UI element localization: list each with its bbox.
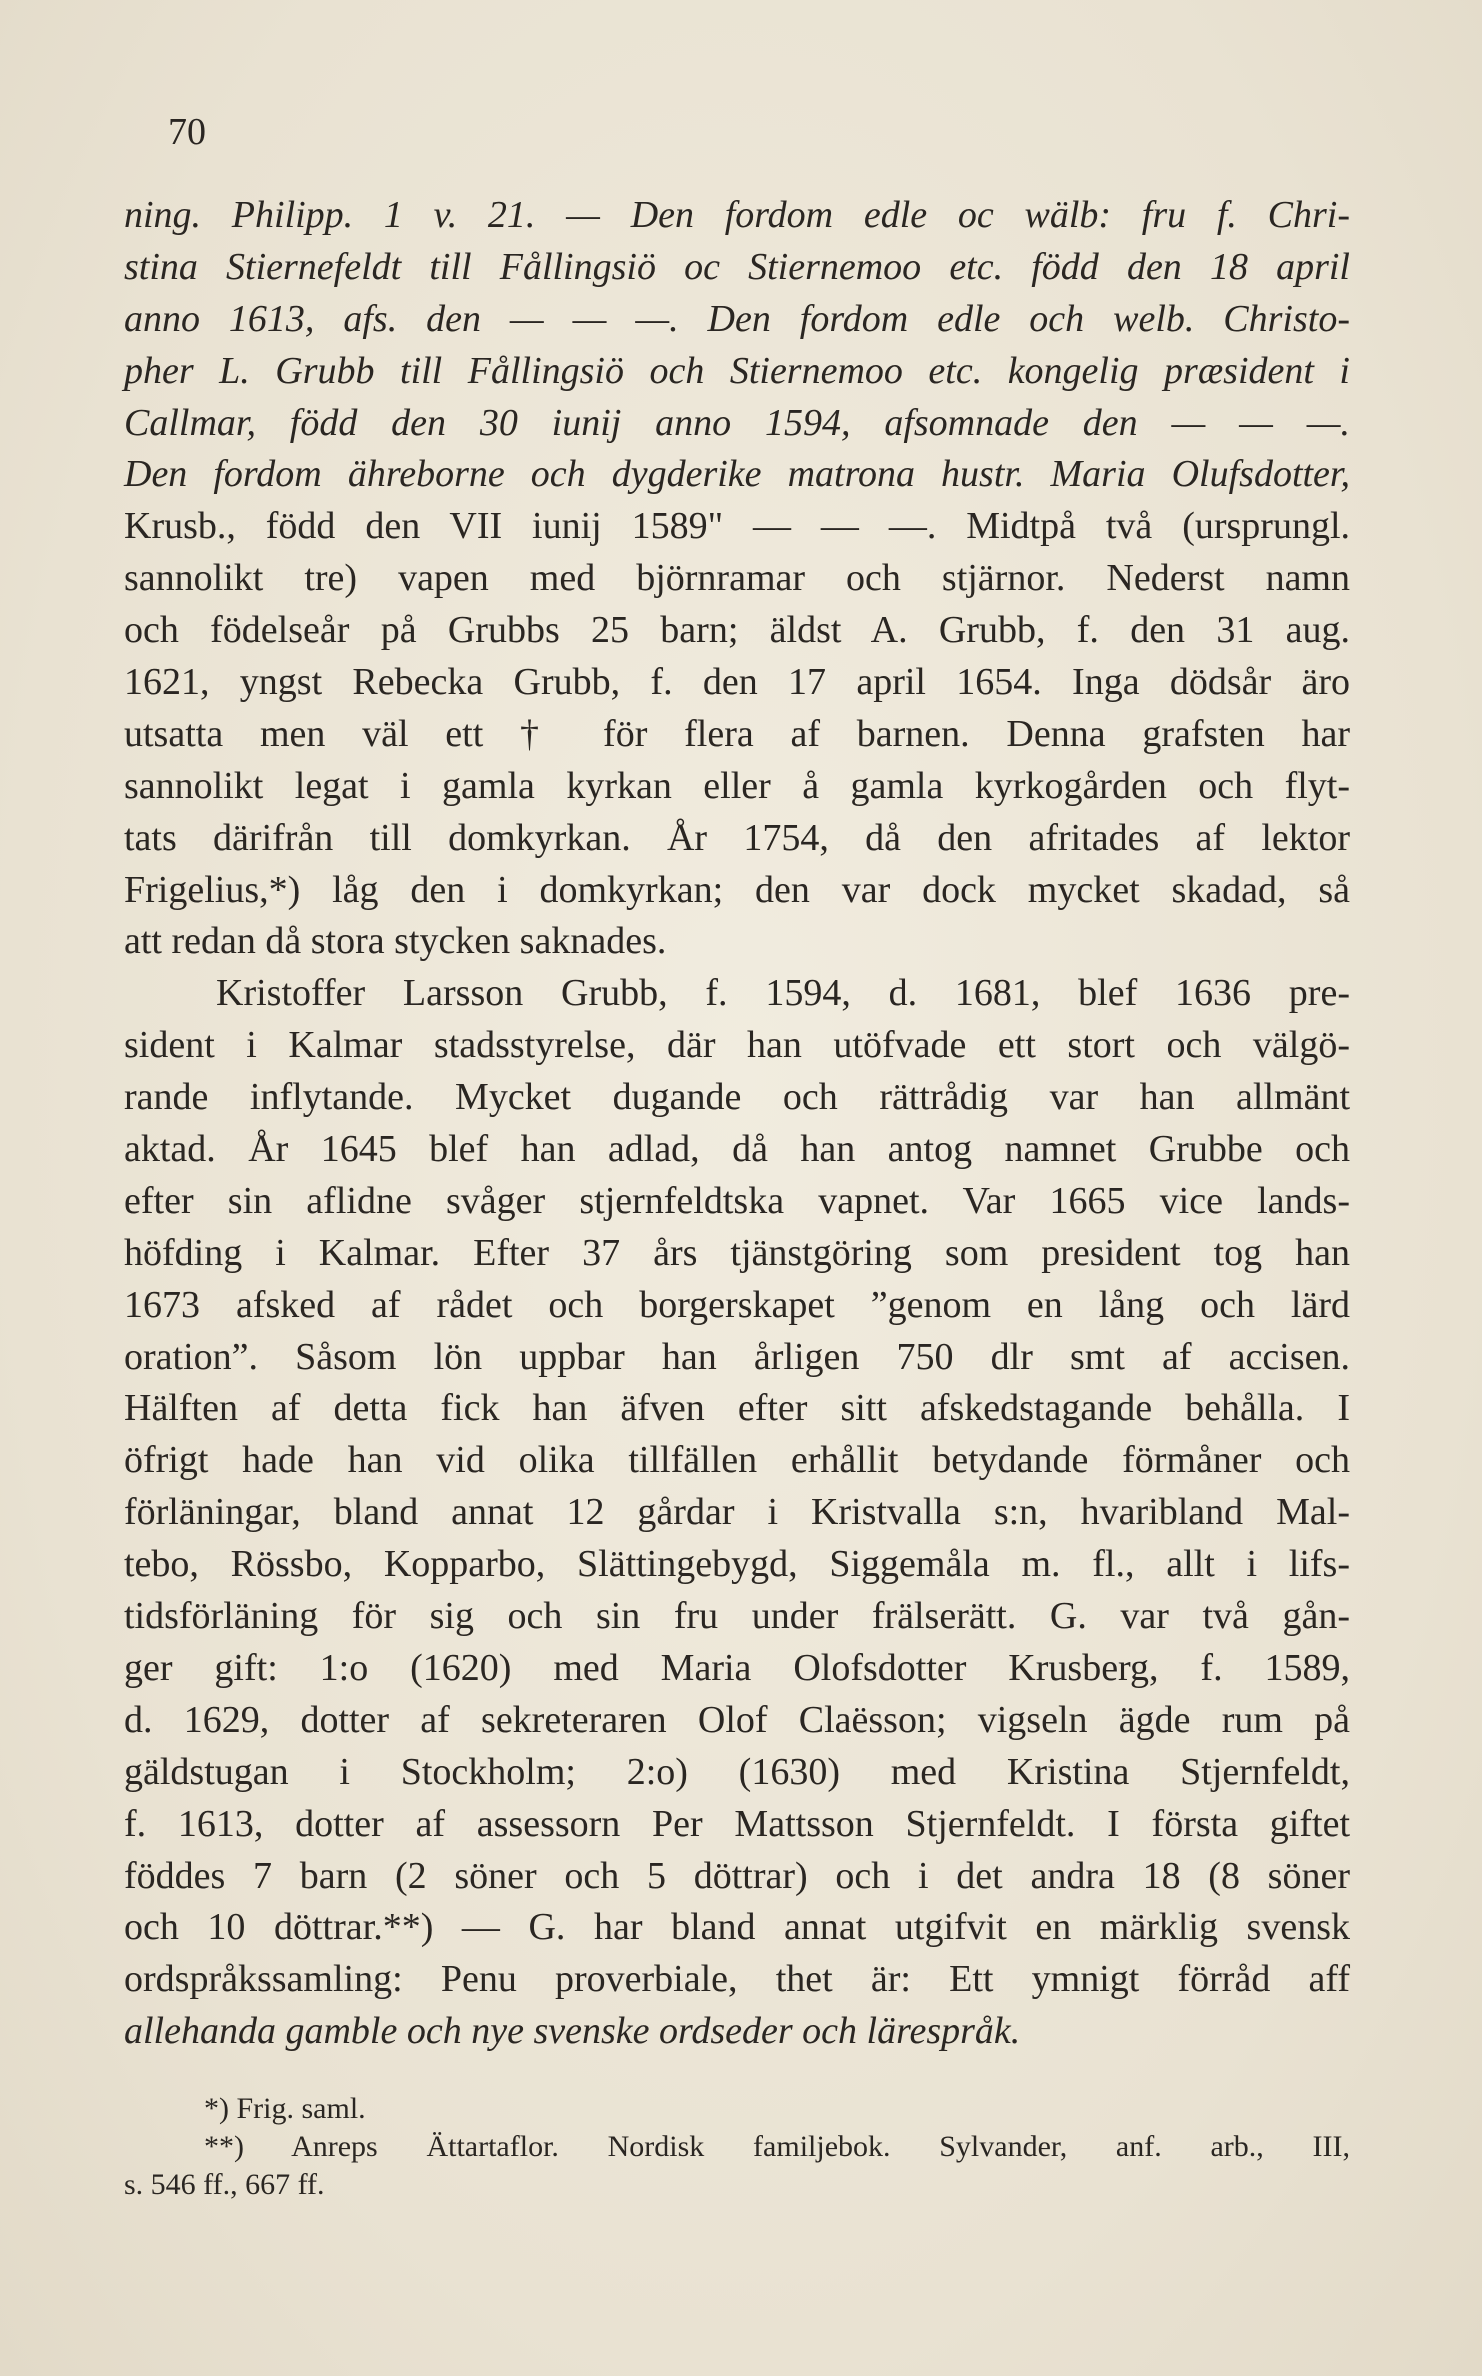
- text-line: sannolikt tre) vapen med björnramar och stjärnor. Nederst namn: [124, 557, 1350, 600]
- text-line: gäldstugan i Stockholm; 2:o) (1630) med Kristina Stjernfeldt,: [124, 1750, 1350, 1793]
- text-line: ning. Philipp. 1 v. 21. — Den fordom edle oc wälb: fru f. Chri-: [124, 194, 1350, 236]
- text-line: sannolikt legat i gamla kyrkan eller å gamla kyrkogården och flyt-: [124, 764, 1350, 807]
- text-line: och 10 döttrar.**) — G. har bland annat utgifvit en märklig svensk: [124, 1906, 1350, 1949]
- text-line: anno 1613, afs. den — — —. Den fordom edle och welb. Christo-: [124, 297, 1350, 340]
- text-line: allehanda gamble och nye svenske ordseder och lärespråk.: [124, 2010, 1021, 2053]
- text-line: Kristoffer Larsson Grubb, f. 1594, d. 1681, blef 1636 pre-: [216, 972, 1350, 1015]
- text-line: tidsförläning för sig och sin fru under frälserätt. G. var två gån-: [124, 1595, 1350, 1638]
- text-line: att redan då stora stycken saknades.: [124, 920, 667, 963]
- text-line: öfrigt hade han vid olika tillfällen erhållit betydande förmåner och: [124, 1439, 1350, 1482]
- text-line: oration”. Såsom lön uppbar han årligen 750 dlr smt af accisen.: [124, 1335, 1350, 1378]
- text-line: Den fordom ähreborne och dygderike matrona hustr. Maria Olufsdotter,: [124, 453, 1350, 496]
- text-line: ordspråkssamling: Penu proverbiale, thet är: Ett ymnigt förråd aff: [124, 1958, 1350, 2001]
- footnote-line: *) Frig. saml.: [204, 2092, 366, 2125]
- footnote-line: **) Anreps Ättartaflor. Nordisk familjebok. Sylvander, anf. arb., III,: [204, 2130, 1350, 2163]
- text-line: 1673 afsked af rådet och borgerskapet ”genom en lång och lärd: [124, 1283, 1350, 1326]
- text-line: föddes 7 barn (2 söner och 5 döttrar) och i det andra 18 (8 söner: [124, 1854, 1350, 1897]
- text-line: förläningar, bland annat 12 gårdar i Kristvalla s:n, hvaribland Mal-: [124, 1491, 1350, 1534]
- text-line: aktad. År 1645 blef han adlad, då han antog namnet Grubbe och: [124, 1128, 1350, 1171]
- body-text: [124, 190, 1350, 2058]
- text-line: Callmar, född den 30 iunij anno 1594, afsomnade den — — —.: [124, 401, 1350, 444]
- text-line: tats därifrån till domkyrkan. År 1754, då den afritades af lektor: [124, 816, 1350, 859]
- text-line: höfding i Kalmar. Efter 37 års tjänstgöring som president tog han: [124, 1231, 1350, 1274]
- text-line: sident i Kalmar stadsstyrelse, där han utöfvade ett stort och välgö-: [124, 1024, 1350, 1067]
- text-line: d. 1629, dotter af sekreteraren Olof Claësson; vigseln ägde rum på: [124, 1698, 1350, 1741]
- text-line: 1621, yngst Rebecka Grubb, f. den 17 april 1654. Inga dödsår äro: [124, 661, 1350, 704]
- text-line: Frigelius,*) låg den i domkyrkan; den var dock mycket skadad, så: [124, 868, 1350, 911]
- page-number: 70: [168, 111, 206, 153]
- text-line: och födelseår på Grubbs 25 barn; äldst A. Grubb, f. den 31 aug.: [124, 609, 1350, 652]
- text-line: stina Stiernefeldt till Fållingsiö oc Stiernemoo etc. född den 18 april: [124, 245, 1350, 288]
- text-line: rande inflytande. Mycket dugande och rättrådig var han allmänt: [124, 1076, 1350, 1119]
- footnotes: [124, 2090, 1350, 2204]
- text-line: f. 1613, dotter af assessorn Per Mattsson Stjernfeldt. I första giftet: [124, 1802, 1350, 1845]
- text-line: efter sin aflidne svåger stjernfeldtska vapnet. Var 1665 vice lands-: [124, 1179, 1350, 1222]
- text-line: Krusb., född den VII iunij 1589" — — —. Midtpå två (ursprungl.: [124, 505, 1350, 548]
- text-line: tebo, Rössbo, Kopparbo, Slättingebygd, Siggemåla m. fl., allt i lifs-: [124, 1543, 1350, 1586]
- text-line: pher L. Grubb till Fållingsiö och Stiernemoo etc. kongelig præsident i: [124, 349, 1350, 392]
- text-line: Hälften af detta fick han äfven efter sitt afskedstagande behålla. I: [124, 1387, 1350, 1430]
- text-line: utsatta men väl ett † för flera af barnen. Denna grafsten har: [124, 712, 1350, 755]
- text-line: ger gift: 1:o (1620) med Maria Olofsdotter Krusberg, f. 1589,: [124, 1646, 1350, 1689]
- footnote-line: s. 546 ff., 667 ff.: [124, 2168, 325, 2201]
